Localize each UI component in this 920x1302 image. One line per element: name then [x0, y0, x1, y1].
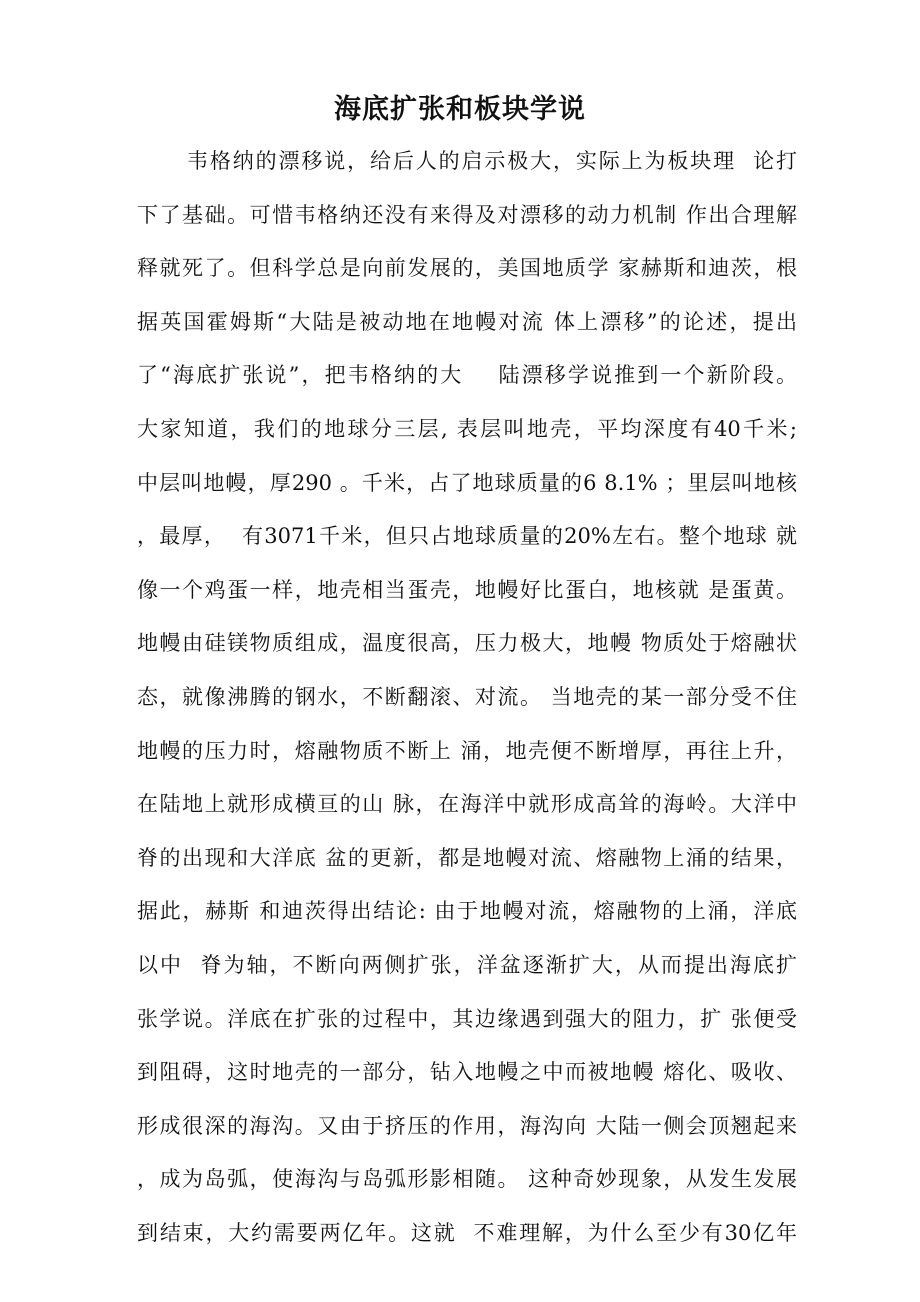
body-line: 脊的出现和大洋底 盆的更新，都是地幔对流、熔融物上涌的结果， — [137, 845, 797, 870]
body-line: 在陆地上就形成横亘的山 脉，在海洋中就形成高耸的海岭。大洋中 — [137, 792, 797, 817]
body-line: 像一个鸡蛋一样，地壳相当蛋壳，地幔好比蛋白，地核就 是蛋黄。 — [137, 577, 797, 602]
body-line: 形成很深的海沟。又由于挤压的作用，海沟向 大陆一侧会顶翘起来 — [137, 1113, 797, 1138]
body-line: 到阻碍，这时地壳的一部分，钻入地幔之中而被地幔 熔化、吸收、 — [137, 1060, 797, 1085]
body-line: 大家知道，我们的地球分三层, 表层叫地壳，平均深度有40千米; — [137, 416, 797, 441]
body-line: 据英国霍姆斯“大陆是被动地在地幔对流 体上漂移”的论述，提出 — [137, 309, 797, 334]
body-line: ，成为岛弧，使海沟与岛弧形影相随。 这种奇妙现象，从发生发展 — [137, 1167, 797, 1192]
body-line: 据此，赫斯 和迪茨得出结论: 由于地幔对流，熔融物的上涌，洋底 — [137, 899, 797, 924]
document-title: 海底扩张和板块学说 — [334, 94, 586, 125]
body-line: 以中 脊为轴，不断向两侧扩张，洋盆逐渐扩大，从而提出海底扩 — [137, 952, 797, 977]
body-line: 下了基础。可惜韦格纳还没有来得及对漂移的动力机制 作出合理解 — [137, 202, 797, 227]
body-line: 中层叫地幔，厚290 。千米，占了地球质量的6 8.1% ；里层叫地核 — [137, 470, 797, 495]
document-body — [137, 141, 797, 1266]
body-line: 地幔由硅镁物质组成，温度很高，压力极大，地幔 物质处于熔融状 — [137, 631, 797, 656]
body-line: ，最厚， 有3071千米，但只占地球质量的20%左右。整个地球 就 — [137, 524, 797, 549]
body-line: 地幔的压力时，熔融物质不断上 涌，地壳便不断增厚，再往上升， — [137, 738, 797, 763]
body-line: 了“海底扩张说”，把韦格纳的大 陆漂移学说推到一个新阶段。 — [137, 363, 797, 388]
body-line: 张学说。洋底在扩张的过程中，其边缘遇到强大的阻力，扩 张便受 — [137, 1006, 797, 1031]
body-line: 韦格纳的漂移说，给后人的启示极大，实际上为板块理 论打 — [187, 149, 797, 173]
body-line: 到结束，大约需要两亿年。这就 不难理解，为什么至少有30亿年 — [137, 1220, 797, 1245]
body-line: 态，就像沸腾的钢水，不断翻滚、对流。 当地壳的某一部分受不住 — [137, 684, 797, 709]
body-line: 释就死了。但科学总是向前发展的，美国地质学 家赫斯和迪茨，根 — [137, 256, 797, 281]
